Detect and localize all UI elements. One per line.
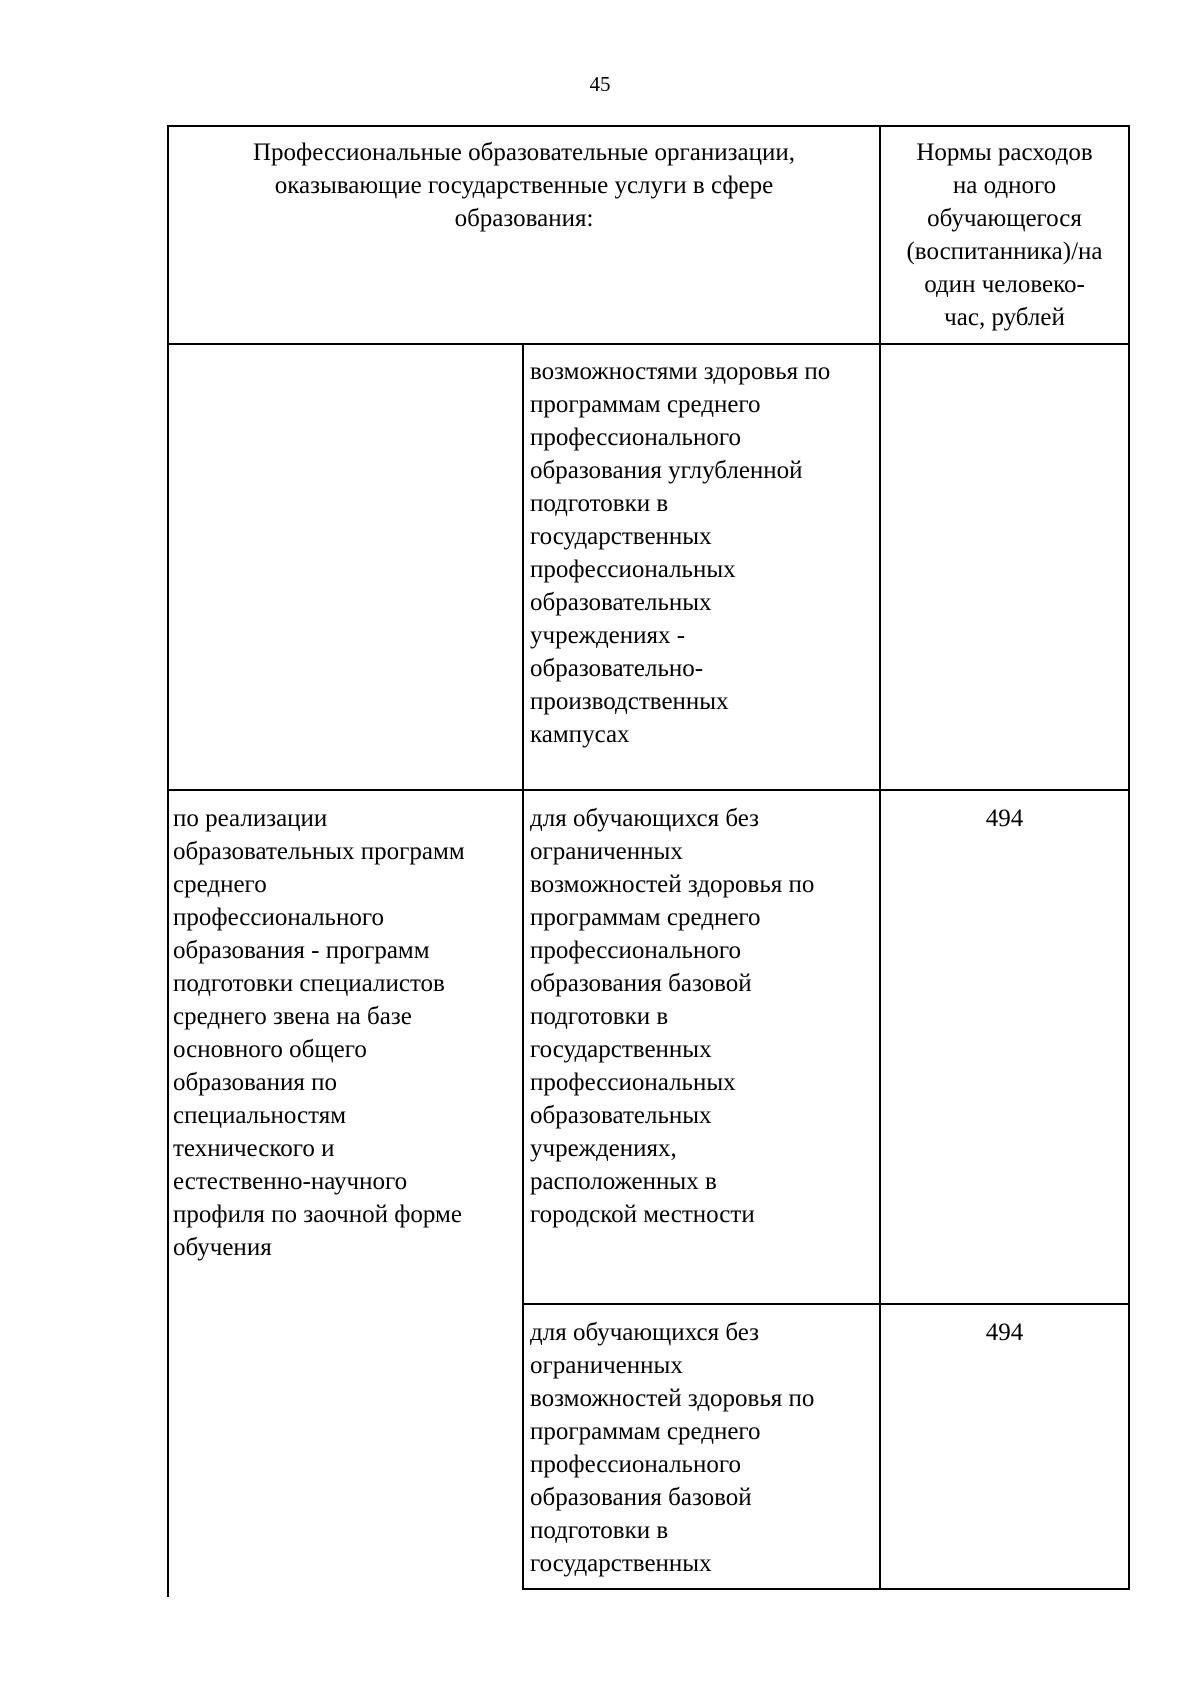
norms-table [167, 125, 1130, 1597]
row1-description: возможностями здоровья по программам среднего профессионального образования углубленной подготовки в государственных профессиональных образовательных учреждениях - образовательно- производственных кампусах [530, 358, 831, 748]
row2-bottom-border [522, 1303, 1130, 1305]
page-number: 45 [589, 72, 611, 96]
row2-description: для обучающихся без ограниченных возможностей здоровья по программам среднего профессионального образования базовой подготовки в государственных профессиональных образовательных учреждениях, расположенных в городской местности [530, 805, 815, 1228]
row3-bottom-border [522, 1588, 1130, 1590]
header-norms: Нормы расходов на одного обучающегося (воспитанника)/на один человеко- час, рублей [906, 139, 1103, 331]
table-right-border [1128, 125, 1130, 1590]
row3-description: для обучающихся без ограниченных возможностей здоровья по программам среднего профессионального образования базовой подготовки в государственных [530, 1319, 815, 1577]
row1-bottom-border [167, 789, 1130, 791]
table-left-border [167, 125, 169, 1597]
header-bottom-border [167, 343, 1130, 345]
table-top-border [167, 125, 1130, 127]
row3-value: 494 [985, 1319, 1024, 1346]
row2-category: по реализации образовательных программ среднего профессионального образования - программ подготовки специалистов среднего звена на базе основного общего образования по специальностям технического и естественно-научного профиля по заочной форме обучения [173, 805, 465, 1261]
column-divider-1 [522, 343, 524, 1590]
row2-value: 494 [985, 805, 1024, 832]
column-divider-2 [879, 125, 881, 1590]
header-organizations: Профессиональные образовательные организации, оказывающие государственные услуги в сфере образования: [253, 139, 795, 232]
